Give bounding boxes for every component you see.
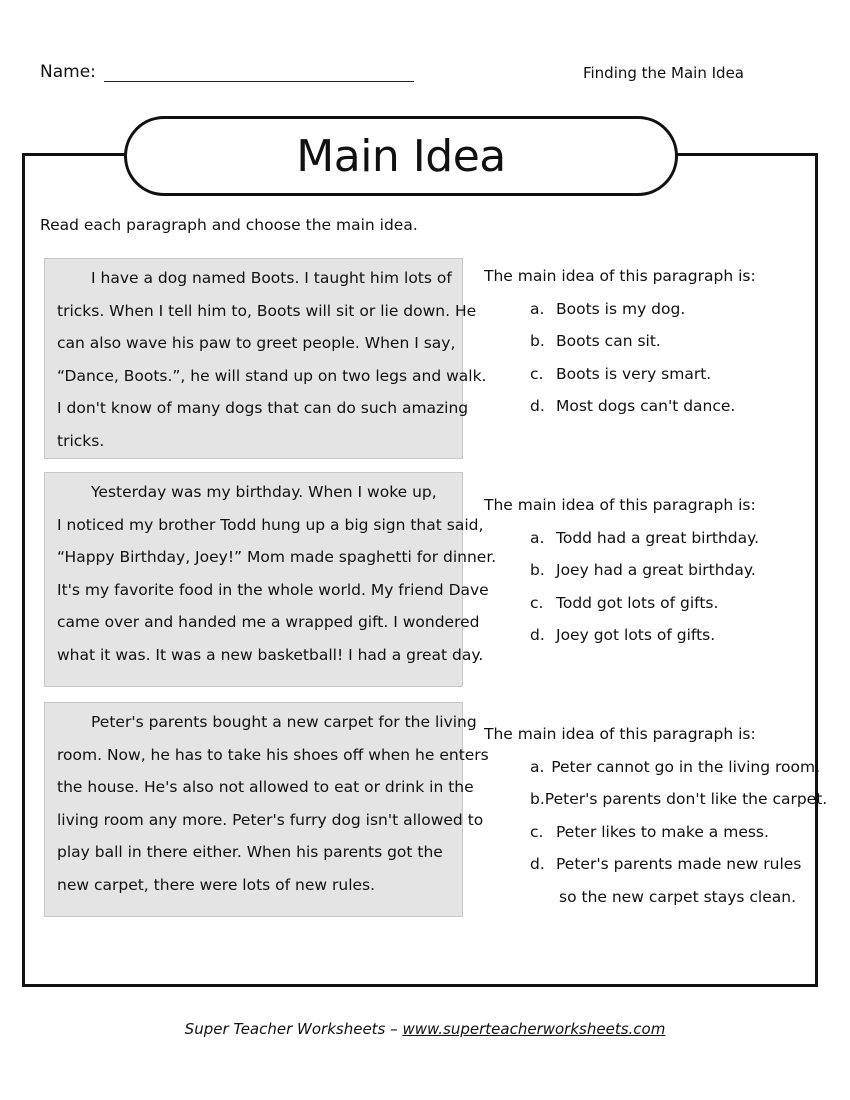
choice-letter: c.: [530, 822, 544, 841]
choice-text: Joey got lots of gifts.: [556, 626, 716, 645]
passage-line: the house. He's also not allowed to eat or drink in the: [57, 778, 474, 797]
choice-text: Joey had a great birthday.: [556, 561, 756, 580]
passage-line: It's my favorite food in the whole world. My friend Dave: [57, 580, 489, 599]
choice-letter: d.: [530, 397, 545, 416]
passage-line: Peter's parents bought a new carpet for the living: [91, 713, 477, 731]
passage-box-1: [44, 258, 487, 459]
choice-text: Boots can sit.: [556, 332, 661, 351]
answer-choice-c[interactable]: [484, 816, 820, 849]
worksheet-subject: Finding the Main Idea: [582, 64, 744, 82]
answer-choice-d[interactable]: [484, 619, 820, 652]
passage-line: I have a dog named Boots. I taught him lots of: [91, 269, 452, 287]
question-prompt: The main idea of this paragraph is:: [484, 496, 756, 514]
answer-choice-d[interactable]: [484, 390, 820, 423]
answer-choice-c[interactable]: [484, 587, 820, 620]
question-3: [484, 718, 828, 914]
answer-choice-a[interactable]: [484, 751, 820, 784]
choice-text: Todd got lots of gifts.: [556, 593, 719, 612]
question-prompt: The main idea of this paragraph is:: [484, 725, 756, 743]
passage-line: living room any more. Peter's furry dog isn't allowed to: [57, 810, 484, 829]
instructions: Read each paragraph and choose the main idea.: [40, 216, 418, 234]
question-prompt: The main idea of this paragraph is:: [484, 267, 756, 285]
choice-text: Peter's parents made new rules: [556, 855, 802, 874]
answer-choice-a[interactable]: [484, 522, 820, 555]
answer-choice-d[interactable]: [484, 848, 820, 881]
choice-d-continuation: so the new carpet stays clean.: [559, 887, 797, 906]
answer-choice-c[interactable]: [484, 358, 820, 391]
choice-text: Peter's parents don't like the carpet.: [544, 790, 828, 809]
choice-text: Boots is my dog.: [556, 299, 686, 318]
choice-text: Most dogs can't dance.: [556, 397, 736, 416]
passage-line: “Dance, Boots.”, he will stand up on two legs and walk.: [57, 366, 487, 385]
answer-choice-a[interactable]: [484, 293, 820, 326]
footer: [0, 1020, 850, 1038]
choice-text: Peter likes to make a mess.: [556, 822, 769, 841]
choice-letter: b.: [530, 561, 545, 580]
footer-url-link[interactable]: www.superteacherworksheets.com: [402, 1020, 666, 1038]
passage-line: “Happy Birthday, Joey!” Mom made spaghetti for dinner.: [57, 548, 497, 567]
question-2: [484, 489, 820, 652]
passage-line: new carpet, there were lots of new rules.: [57, 875, 376, 894]
answer-choice-b[interactable]: [484, 783, 828, 816]
question-1: [484, 260, 820, 423]
choice-letter: d.: [530, 626, 545, 645]
choice-text: Todd had a great birthday.: [556, 528, 759, 547]
passage-line: what it was. It was a new basketball! I had a great day.: [57, 645, 484, 664]
choice-letter: b.: [530, 790, 545, 809]
name-label: Name:: [40, 62, 96, 82]
answer-choice-b[interactable]: [484, 554, 820, 587]
passage-line: tricks.: [57, 431, 105, 450]
choice-letter: a.: [530, 528, 545, 547]
passage-box-3: [44, 702, 489, 917]
name-blank-line[interactable]: [104, 63, 414, 82]
page-title: Main Idea: [296, 130, 506, 182]
passage-line: I don't know of many dogs that can do such amazing: [57, 399, 469, 418]
choice-text: Boots is very smart.: [556, 364, 712, 383]
footer-brand: Super Teacher Worksheets: [184, 1020, 386, 1038]
choice-letter: a.: [530, 299, 545, 318]
passage-line: play ball in there either. When his parents got the: [57, 843, 443, 862]
choice-letter: b.: [530, 332, 545, 351]
name-row: [40, 62, 414, 82]
passage-line: can also wave his paw to greet people. When I say,: [57, 334, 456, 353]
passage-line: tricks. When I tell him to, Boots will sit or lie down. He: [57, 301, 477, 320]
passage-line: room. Now, he has to take his shoes off when he enters: [57, 745, 489, 764]
answer-choice-b[interactable]: [484, 325, 820, 358]
footer-separator: –: [390, 1020, 398, 1038]
choice-text: Peter cannot go in the living room.: [551, 757, 820, 776]
title-banner: [124, 116, 678, 196]
choice-letter: c.: [530, 364, 544, 383]
choice-letter: d.: [530, 855, 545, 874]
choice-letter: c.: [530, 593, 544, 612]
passage-box-2: [44, 472, 497, 687]
passage-line: Yesterday was my birthday. When I woke up,: [91, 483, 437, 501]
passage-line: I noticed my brother Todd hung up a big sign that said,: [57, 515, 484, 534]
choice-letter: a.: [530, 757, 545, 776]
passage-line: came over and handed me a wrapped gift. I wondered: [57, 613, 480, 632]
